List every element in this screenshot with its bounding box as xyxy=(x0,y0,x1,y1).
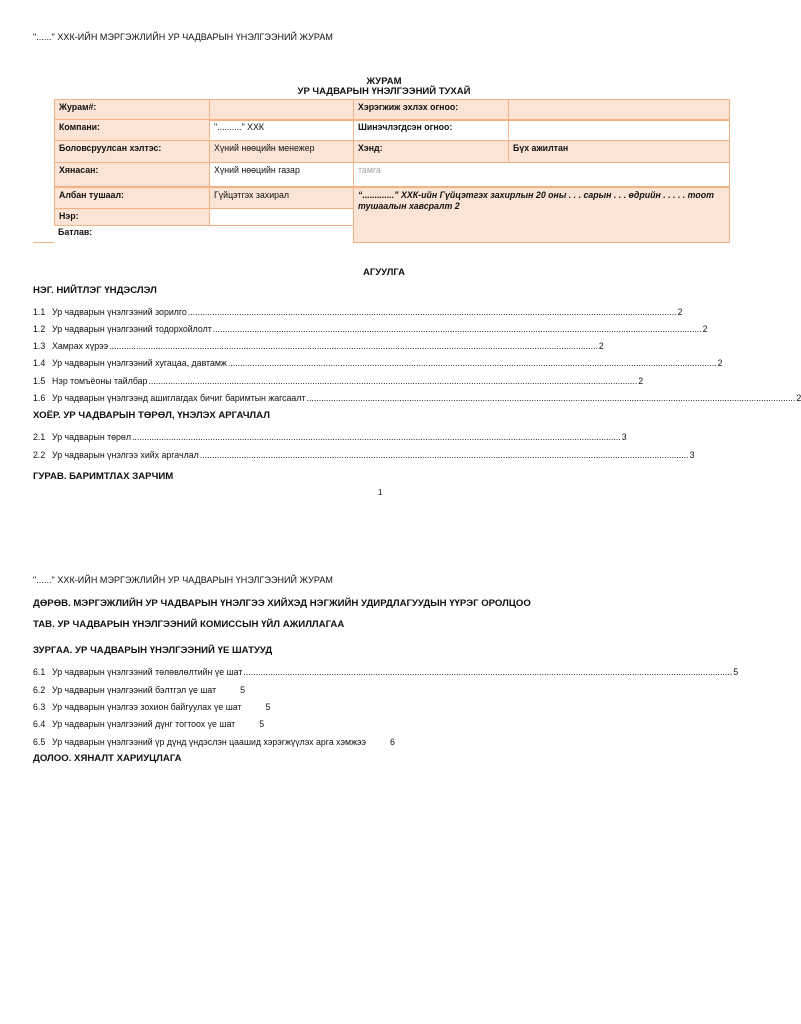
toc-entry-text: Ур чадварын үнэлгээний тодорхойлолт xyxy=(52,324,212,334)
toc-entry-page: 5 xyxy=(733,667,739,677)
toc-entry-page: 2 xyxy=(796,393,801,403)
toc-entry[interactable] xyxy=(33,667,739,677)
toc-entry[interactable] xyxy=(33,737,395,747)
running-header-page-2: "......" ХХК-ИЙН МЭРГЭЖЛИЙН УР ЧАДВАРЫН ҮНЭЛГЭЭНИЙ ЖУРАМ xyxy=(33,575,333,585)
toc-title: АГУУЛГА xyxy=(362,267,406,278)
company-label: Компани: xyxy=(54,119,210,141)
toc-entry-number: 1.1 xyxy=(33,307,46,317)
toc-leader-dots xyxy=(367,737,389,747)
toc-entry-number: 6.4 xyxy=(33,719,46,729)
reviewed-value: Хүний нөөцийн газар xyxy=(209,162,354,187)
toc-entry-text: Ур чадварын үнэлгээний үр дүнд үндэслэн цаашид хэрэгжүүлэх арга хэмжээ xyxy=(52,737,366,747)
toc-entry-text: Ур чадварын үнэлгээнд ашиглагдах бичиг баримтын жагсаалт xyxy=(52,393,306,403)
toc-entry-page: 2 xyxy=(598,341,604,351)
toc-leader-dots: ........................................................................................................................................................................................................ xyxy=(243,667,733,677)
section-5-heading: ТАВ. УР ЧАДВАРЫН ҮНЭЛГЭЭНИЙ КОМИССЫН ҮЙЛ АЖИЛЛАГАА xyxy=(33,619,345,630)
toc-entry-page: 3 xyxy=(689,450,695,460)
toc-entry-page: 3 xyxy=(621,432,627,442)
toc-entry[interactable] xyxy=(33,719,264,729)
toc-entry-number: 6.5 xyxy=(33,737,46,747)
toc-entry[interactable] xyxy=(33,450,695,460)
section-6-heading: ЗУРГАА. УР ЧАДВАРЫН ҮНЭЛГЭЭНИЙ ҮЕ ШАТУУД xyxy=(33,645,273,656)
toc-entry-number: 2.1 xyxy=(33,432,46,442)
section-7-heading: ДОЛОО. ХЯНАЛТ ХАРИУЦЛАГА xyxy=(33,753,182,764)
position-label: Албан тушаал: xyxy=(54,187,210,209)
toc-entry-text: Хамрах хүрээ xyxy=(52,341,109,351)
toc-leader-dots xyxy=(243,702,265,712)
section-1-heading: НЭГ. НИЙТЛЭГ ҮНДЭСЛЭЛ xyxy=(33,285,157,296)
scope-label: Хэнд: xyxy=(353,140,509,163)
doc-title: ЖУРАМ xyxy=(366,76,402,87)
company-value: ".........." ХХК xyxy=(209,119,354,141)
toc-entry[interactable] xyxy=(33,393,801,403)
approve-label: Батлав: xyxy=(58,227,93,237)
toc-entry[interactable] xyxy=(33,702,270,712)
toc-leader-dots: ........................................................................................................................................................................................................ xyxy=(131,432,621,442)
toc-entry-text: Нэр томъёоны тайлбар xyxy=(52,376,148,386)
zhuram-label: Журам#: xyxy=(54,99,210,121)
toc-entry-number: 1.4 xyxy=(33,358,46,368)
updated-label: Шинэчлэгдсэн огноо: xyxy=(353,119,509,141)
start-date-label: Хэрэгжиж эхлэх огноо: xyxy=(353,99,509,121)
reviewed-label: Хянасан: xyxy=(54,162,210,187)
toc-leader-dots xyxy=(217,685,239,695)
appendix-note: “.............” ХХК-ийн Гүйцэтгэх захирлын 20 оны . . . сарын . . . өдрийн . . . . . тоот тушаалын хавсралт 2 xyxy=(353,187,730,243)
toc-entry-page: 5 xyxy=(265,702,271,712)
toc-leader-dots: ........................................................................................................................................................................................................ xyxy=(227,358,717,368)
toc-entry-text: Ур чадварын төрөл xyxy=(52,432,131,442)
prepared-value: Хүний нөөцийн менежер xyxy=(209,140,354,163)
updated-value xyxy=(508,119,730,141)
position-value: Гүйцэтгэх захирал xyxy=(209,187,354,209)
toc-entry-page: 2 xyxy=(702,324,708,334)
toc-entry-page: 2 xyxy=(717,358,723,368)
toc-leader-dots: ........................................................................................................................................................................................................ xyxy=(306,393,796,403)
name-label: Нэр: xyxy=(54,208,210,226)
running-header: "......" ХХК-ИЙН МЭРГЭЖЛИЙН УР ЧАДВАРЫН ҮНЭЛГЭЭНИЙ ЖУРАМ xyxy=(33,32,333,42)
toc-entry-page: 2 xyxy=(677,307,683,317)
toc-entry-number: 6.3 xyxy=(33,702,46,712)
section-2-heading: ХОЁР. УР ЧАДВАРЫН ТӨРӨЛ, ҮНЭЛЭХ АРГАЧЛАЛ xyxy=(33,410,270,421)
prepared-label: Боловсруулсан хэлтэс: xyxy=(54,140,210,163)
toc-entry-page: 6 xyxy=(389,737,395,747)
toc-entry-number: 6.1 xyxy=(33,667,46,677)
toc-leader-dots: ........................................................................................................................................................................................................ xyxy=(187,307,677,317)
toc-entry-page: 5 xyxy=(240,685,246,695)
toc-entry[interactable] xyxy=(33,358,723,368)
toc-leader-dots: ........................................................................................................................................................................................................ xyxy=(109,341,598,351)
toc-leader-dots: ........................................................................................................................................................................................................ xyxy=(212,324,702,334)
toc-entry-text: Ур чадварын үнэлгээний бэлтгэл үе шат xyxy=(52,685,217,695)
toc-entry-page: 2 xyxy=(638,376,644,386)
toc-entry-number: 1.6 xyxy=(33,393,46,403)
toc-entry[interactable] xyxy=(33,324,708,334)
section-4-heading: ДӨРӨВ. МЭРГЭЖЛИЙН УР ЧАДВАРЫН ҮНЭЛГЭЭ ХИЙХЭД НЭГЖИЙН УДИРДЛАГУУДЫН ҮҮРЭГ ОРОЛЦОО xyxy=(33,598,531,609)
toc-entry-text: Ур чадварын үнэлгээ хийх аргачлал xyxy=(52,450,199,460)
toc-entry[interactable] xyxy=(33,341,604,351)
toc-entry-number: 2.2 xyxy=(33,450,46,460)
toc-entry-text: Ур чадварын үнэлгээний төлөвлөлтийн үе шат xyxy=(52,667,243,677)
toc-entry-text: Ур чадварын үнэлгээний хугацаа, давтамж xyxy=(52,358,227,368)
toc-entry[interactable] xyxy=(33,376,644,386)
toc-entry-number: 6.2 xyxy=(33,685,46,695)
toc-entry[interactable] xyxy=(33,685,245,695)
toc-entry-number: 1.3 xyxy=(33,341,46,351)
toc-entry-text: Ур чадварын үнэлгээ зохион байгуулах үе шат xyxy=(52,702,242,712)
page-number: 1 xyxy=(378,488,383,497)
toc-leader-dots: ........................................................................................................................................................................................................ xyxy=(148,376,638,386)
toc-entry[interactable] xyxy=(33,307,683,317)
toc-entry-page: 5 xyxy=(259,719,265,729)
toc-entry-number: 1.2 xyxy=(33,324,46,334)
toc-entry-number: 1.5 xyxy=(33,376,46,386)
toc-entry[interactable] xyxy=(33,432,627,442)
stamp-placeholder: тамга xyxy=(353,162,730,187)
start-date-value xyxy=(508,99,730,121)
toc-leader-dots: ........................................................................................................................................................................................................ xyxy=(199,450,689,460)
name-value xyxy=(209,208,354,226)
doc-subtitle: УР ЧАДВАРЫН ҮНЭЛГЭЭНИЙ ТУХАЙ xyxy=(297,86,471,97)
section-3-heading: ГУРАВ. БАРИМТЛАХ ЗАРЧИМ xyxy=(33,471,174,482)
toc-entry-text: Ур чадварын үнэлгээний зорилго xyxy=(52,307,187,317)
toc-leader-dots xyxy=(236,719,258,729)
table-edge-line xyxy=(33,242,54,243)
zhuram-value xyxy=(209,99,354,121)
toc-entry-text: Ур чадварын үнэлгээний дүнг тогтоох үе шат xyxy=(52,719,236,729)
scope-value: Бүх ажилтан xyxy=(508,140,730,163)
